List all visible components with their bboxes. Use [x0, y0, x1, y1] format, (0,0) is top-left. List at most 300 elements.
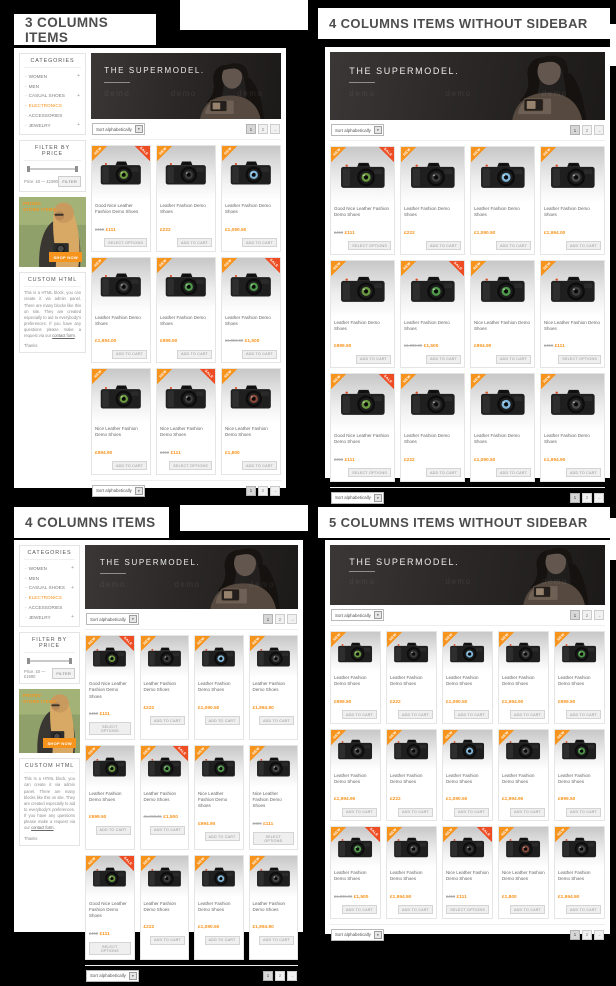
filter-button[interactable]: FILTER [52, 668, 75, 679]
product-title[interactable]: Leather Fashion Demo Shoes [252, 681, 286, 693]
category-label: CASUAL SHOES [28, 93, 65, 99]
add-to-cart-button[interactable]: ADD TO CART [150, 936, 185, 945]
product-image[interactable] [92, 146, 150, 200]
sort-selected-value: Sort alphabetically [335, 127, 371, 133]
custom-text-start: This is a HTML block, you can create it via admin panel. There are many blocks like this on site. They are created especially to aid to everybody's preferences. If you have any questions please make a request via our [24, 290, 81, 339]
product-title[interactable]: Leather Fashion Demo Shoes [160, 314, 206, 326]
product-image[interactable] [541, 147, 604, 203]
price: £111 [170, 450, 181, 456]
product-grid [330, 146, 605, 482]
add-to-cart-button[interactable]: ADD TO CART [96, 826, 131, 835]
product-title[interactable]: Nice Leather Fashion Demo Shoes [446, 870, 489, 882]
product-button-row [443, 708, 492, 721]
product-title[interactable]: Leather Fashion Demo Shoes [558, 772, 591, 784]
product-title[interactable]: Leather Fashion Demo Shoes [502, 772, 535, 784]
badge-label: NEW [196, 636, 206, 646]
promo-banner[interactable] [19, 197, 86, 267]
add-to-cart-button[interactable]: ADD TO CART [150, 826, 185, 835]
shop-header-banner [330, 52, 605, 120]
product-title[interactable]: Leather Fashion Demo Shoes [334, 772, 367, 784]
product-button-row [387, 903, 436, 916]
pagination-page-1[interactable]: 1 [246, 124, 256, 134]
add-to-cart-button[interactable]: ADD TO CART [150, 716, 185, 725]
slider-handle-left[interactable] [27, 658, 30, 664]
price: £994.90 [198, 821, 216, 827]
price: £222 [404, 457, 415, 463]
add-to-cart-button[interactable]: ADD TO CART [205, 716, 240, 725]
shop-now-button[interactable]: SHOP NOW [43, 738, 76, 748]
product-button-row [555, 805, 604, 818]
dropdown-arrow-icon: ▾ [374, 126, 382, 134]
add-to-cart-button[interactable]: ADD TO CART [426, 355, 461, 364]
badge-label: NEW [87, 746, 97, 756]
add-to-cart-button[interactable]: ADD TO CART [112, 350, 147, 359]
product-image[interactable] [250, 746, 298, 788]
add-to-cart-button[interactable]: ADD TO CART [177, 238, 212, 247]
badge-label: NEW [500, 827, 510, 837]
sidebar-item-women[interactable] [24, 71, 81, 81]
add-to-cart-button[interactable]: ADD TO CART [398, 808, 433, 817]
product-title[interactable]: Good Nice Leather Fashion Demo Shoes [334, 433, 390, 445]
product-price-row [443, 689, 492, 708]
product-image[interactable] [443, 632, 492, 672]
product-title[interactable]: Leather Fashion Demo Shoes [404, 433, 450, 445]
product-image[interactable] [499, 730, 548, 770]
product-image[interactable] [443, 730, 492, 770]
product-title[interactable]: Leather Fashion Demo Shoes [95, 314, 141, 326]
pagination-page-2[interactable]: 2 [582, 493, 592, 503]
pagination-next-arrow[interactable]: → [594, 493, 604, 503]
select-options-button[interactable]: SELECT OPTIONS [446, 905, 489, 914]
product-title[interactable]: Leather Fashion Demo Shoes [474, 433, 520, 445]
product-image[interactable] [555, 730, 604, 770]
shop-header-banner [91, 53, 281, 119]
sidebar-item-men[interactable] [24, 573, 75, 582]
sort-select[interactable] [331, 929, 384, 941]
add-to-cart-button[interactable]: ADD TO CART [342, 710, 377, 719]
add-to-cart-button[interactable]: ADD TO CART [242, 461, 277, 470]
product-title[interactable]: Leather Fashion Demo Shoes [89, 790, 122, 803]
product-image[interactable] [250, 636, 298, 678]
custom-html-text [24, 290, 81, 339]
product-title[interactable]: Good Nice Leather Fashion Demo Shoes [89, 900, 127, 919]
pagination-page-2[interactable]: 2 [582, 610, 592, 620]
product-price-row [387, 786, 436, 805]
product-image[interactable] [195, 636, 243, 678]
product-card [498, 729, 549, 822]
product-title[interactable]: Leather Fashion Demo Shoes [390, 772, 423, 784]
camera-slr-green [337, 385, 389, 419]
old-price: £450 [446, 893, 456, 899]
product-title[interactable]: Nice Leather Fashion Demo Shoes [474, 319, 531, 331]
price: £111 [456, 894, 467, 900]
contact-form-link[interactable]: contact form [31, 825, 54, 831]
sort-select[interactable] [92, 485, 145, 497]
product-title[interactable]: Leather Fashion Demo Shoes [225, 314, 271, 326]
pagination-next-arrow[interactable]: → [594, 930, 604, 940]
product-price-row [250, 811, 298, 830]
product-grid [85, 635, 298, 960]
product-image[interactable] [555, 827, 604, 867]
product-image[interactable] [86, 746, 134, 788]
pagination [570, 493, 604, 503]
product-title[interactable]: Nice Leather Fashion Demo Shoes [95, 426, 138, 438]
add-to-cart-button[interactable]: ADD TO CART [205, 832, 240, 841]
add-to-cart-button[interactable]: ADD TO CART [259, 936, 294, 945]
add-to-cart-button[interactable]: ADD TO CART [426, 468, 461, 477]
decor-white-box [180, 0, 308, 30]
add-to-cart-button[interactable]: ADD TO CART [242, 238, 277, 247]
product-price-row [250, 914, 298, 933]
price: £999.50 [558, 797, 576, 803]
sale-badge [119, 636, 134, 651]
select-options-button[interactable]: SELECT OPTIONS [169, 461, 212, 470]
sidebar-item-accessories[interactable] [24, 603, 75, 612]
slider-handle-left[interactable] [27, 166, 30, 172]
product-title[interactable]: Leather Fashion Demo Shoes [502, 675, 535, 687]
product-image[interactable] [387, 632, 436, 672]
product-price-row [86, 921, 134, 940]
camera-dslr-dark [547, 158, 599, 192]
product-button-row [443, 805, 492, 818]
bullet-icon: - [25, 122, 27, 128]
new-badge [555, 827, 570, 842]
price: £222 [160, 227, 171, 233]
promo-banner[interactable] [19, 689, 80, 753]
product-image[interactable] [541, 261, 604, 317]
price: £999.50 [334, 699, 352, 705]
product-price-row [541, 220, 604, 239]
price: £1,090.50 [446, 797, 468, 803]
price: £222 [143, 925, 155, 931]
product-card [194, 635, 244, 740]
pagination-page-1[interactable]: 1 [570, 493, 580, 503]
product-title[interactable]: Leather Fashion Demo Shoes [143, 681, 177, 693]
product-image[interactable] [250, 856, 298, 898]
product-image[interactable] [471, 147, 534, 203]
select-options-button[interactable]: SELECT OPTIONS [104, 238, 147, 247]
add-to-cart-button[interactable]: ADD TO CART [496, 355, 531, 364]
product-title[interactable]: Leather Fashion Demo Shoes [334, 675, 367, 687]
panel-inner [330, 545, 605, 938]
select-options-button[interactable]: SELECT OPTIONS [89, 942, 131, 955]
product-image[interactable] [222, 146, 280, 200]
product-card [442, 826, 493, 919]
product-image[interactable] [541, 374, 604, 430]
sale-badge [173, 746, 188, 761]
add-to-cart-button[interactable]: ADD TO CART [566, 468, 601, 477]
pagination-page-1[interactable]: 1 [570, 125, 580, 135]
select-options-button[interactable]: SELECT OPTIONS [253, 832, 295, 845]
bullet-icon: - [25, 73, 27, 79]
product-image[interactable] [499, 632, 548, 672]
add-to-cart-button[interactable]: ADD TO CART [510, 808, 545, 817]
product-price-row [471, 333, 534, 352]
product-image[interactable] [401, 147, 464, 203]
product-image[interactable] [157, 146, 215, 200]
select-options-button[interactable]: SELECT OPTIONS [89, 722, 131, 735]
product-card [221, 257, 281, 364]
add-to-cart-button[interactable]: ADD TO CART [496, 468, 531, 477]
add-to-cart-button[interactable]: ADD TO CART [112, 461, 147, 470]
sort-select[interactable] [331, 492, 384, 504]
product-title[interactable]: Leather Fashion Demo Shoes [558, 870, 591, 882]
pagination-page-2[interactable]: 2 [275, 971, 285, 981]
pagination [570, 610, 604, 620]
product-image[interactable] [195, 746, 243, 788]
sidebar-item-electronics[interactable] [24, 101, 81, 110]
product-button-row [541, 352, 604, 365]
add-to-cart-button[interactable]: ADD TO CART [510, 905, 545, 914]
product-title[interactable]: Leather Fashion Demo Shoes [558, 675, 591, 687]
sidebar-item-women[interactable] [24, 563, 75, 573]
expand-plus-icon: + [71, 565, 74, 572]
pagination-page-2[interactable]: 2 [258, 486, 268, 496]
pagination-page-2[interactable]: 2 [258, 124, 268, 134]
badge-label: NEW [196, 856, 206, 866]
new-badge [195, 856, 210, 871]
product-title[interactable]: Nice Leather Fashion Demo Shoes [502, 870, 545, 882]
slider-handle-right[interactable] [75, 166, 78, 172]
pagination-page-1[interactable]: 1 [263, 971, 273, 981]
pagination-page-2[interactable]: 2 [582, 930, 592, 940]
product-title[interactable]: Nice Leather Fashion Demo Shoes [544, 319, 601, 331]
camera-dslr-blue [227, 157, 275, 188]
sidebar-item-electronics[interactable] [24, 593, 75, 602]
product-card [330, 146, 395, 255]
product-title[interactable]: Leather Fashion Demo Shoes [334, 870, 367, 882]
sort-select[interactable] [331, 124, 384, 136]
sidebar-item-casual-shoes[interactable] [24, 583, 75, 593]
product-title[interactable]: Nice Leather Fashion Demo Shoes [252, 790, 282, 809]
filter-button[interactable]: FILTER [58, 176, 81, 187]
product-image[interactable] [331, 147, 394, 203]
demo-watermark: demo [249, 579, 276, 589]
shop-header-banner [330, 545, 605, 605]
price-range-slider[interactable] [27, 168, 78, 170]
pagination-page-2[interactable]: 2 [582, 125, 592, 135]
product-title[interactable]: Nice Leather Fashion Demo Shoes [160, 426, 203, 438]
sidebar-item-casual-shoes[interactable] [24, 91, 81, 101]
product-image[interactable] [141, 856, 189, 898]
product-image[interactable] [92, 369, 150, 423]
pagination-next-arrow[interactable]: → [594, 125, 604, 135]
add-to-cart-button[interactable]: ADD TO CART [454, 710, 489, 719]
category-label: JEWELRY [28, 122, 51, 128]
camera-dslr-blue [477, 158, 529, 192]
product-image[interactable] [331, 374, 394, 430]
shop-now-button[interactable]: SHOP NOW [49, 252, 82, 262]
pagination-page-1[interactable]: 1 [246, 486, 256, 496]
product-title[interactable]: Leather Fashion Demo Shoes [390, 870, 423, 882]
add-to-cart-button[interactable]: ADD TO CART [496, 241, 531, 250]
product-image[interactable] [401, 261, 464, 317]
product-image[interactable] [157, 369, 215, 423]
product-title[interactable]: Leather Fashion Demo Shoes [334, 319, 380, 331]
badge-label: NEW [444, 632, 454, 642]
product-title[interactable]: Nice Leather Fashion Demo Shoes [198, 790, 228, 809]
product-title[interactable]: Leather Fashion Demo Shoes [404, 206, 450, 218]
product-title[interactable]: Good Nice Leather Fashion Demo Shoes [89, 681, 127, 699]
add-to-cart-button[interactable]: ADD TO CART [566, 808, 601, 817]
product-card [400, 260, 465, 369]
product-title[interactable]: Leather Fashion Demo Shoes [446, 675, 479, 687]
add-to-cart-button[interactable]: ADD TO CART [205, 936, 240, 945]
sort-select[interactable] [92, 123, 145, 135]
add-to-cart-button[interactable]: ADD TO CART [566, 905, 601, 914]
product-image[interactable] [86, 636, 134, 678]
product-image[interactable] [92, 258, 150, 312]
pagination-page-1[interactable]: 1 [570, 930, 580, 940]
panel-main [91, 53, 281, 494]
product-title[interactable]: Leather Fashion Demo Shoes [198, 681, 231, 693]
add-to-cart-button[interactable]: ADD TO CART [342, 905, 377, 914]
product-title[interactable]: Good Nice Leather Fashion Demo Shoes [95, 203, 139, 215]
new-badge [387, 827, 402, 842]
product-button-row [86, 823, 134, 836]
sort-selected-value: Sort alphabetically [96, 488, 132, 494]
pagination-next-arrow[interactable]: → [594, 610, 604, 620]
add-to-cart-button[interactable]: ADD TO CART [454, 808, 489, 817]
product-title[interactable]: Leather Fashion Demo Shoes [404, 319, 450, 331]
product-button-row [331, 805, 380, 818]
product-title[interactable]: Leather Fashion Demo Shoes [143, 790, 177, 803]
add-to-cart-button[interactable]: ADD TO CART [342, 808, 377, 817]
price-range-slider[interactable] [27, 660, 72, 662]
add-to-cart-button[interactable]: ADD TO CART [566, 241, 601, 250]
old-price: £450 [334, 229, 344, 235]
product-price-row [443, 786, 492, 805]
product-image[interactable] [222, 369, 280, 423]
product-image[interactable] [387, 827, 436, 867]
product-image[interactable] [141, 636, 189, 678]
product-title[interactable]: Leather Fashion Demo Shoes [160, 203, 206, 215]
slider-handle-right[interactable] [69, 658, 72, 664]
add-to-cart-button[interactable]: ADD TO CART [398, 905, 433, 914]
add-to-cart-button[interactable]: ADD TO CART [259, 716, 294, 725]
pagination-next-arrow[interactable]: → [287, 971, 297, 981]
add-to-cart-button[interactable]: ADD TO CART [398, 710, 433, 719]
panel-inner [19, 53, 281, 494]
bullet-icon: - [25, 575, 27, 581]
product-image[interactable] [471, 374, 534, 430]
product-image[interactable] [331, 730, 380, 770]
product-title[interactable]: Leather Fashion Demo Shoes [143, 900, 177, 913]
sort-select[interactable] [86, 613, 139, 625]
price: £222 [390, 797, 401, 803]
product-button-row [157, 459, 215, 472]
add-to-cart-button[interactable]: ADD TO CART [426, 241, 461, 250]
product-price-row [331, 689, 380, 708]
product-button-row [157, 236, 215, 249]
select-options-button[interactable]: SELECT OPTIONS [558, 355, 601, 364]
category-label-wrap [25, 585, 65, 590]
product-title[interactable]: Leather Fashion Demo Shoes [446, 772, 479, 784]
product-image[interactable] [331, 632, 380, 672]
add-to-cart-button[interactable]: ADD TO CART [356, 355, 391, 364]
product-card [221, 145, 281, 252]
add-to-cart-button[interactable]: ADD TO CART [242, 350, 277, 359]
product-title[interactable]: Leather Fashion Demo Shoes [544, 433, 590, 445]
pagination-page-1[interactable]: 1 [570, 610, 580, 620]
categories-widget [19, 53, 86, 135]
product-price-row [541, 447, 604, 466]
sort-select[interactable] [331, 609, 384, 621]
sidebar-item-men[interactable] [24, 81, 81, 90]
pagination-page-2[interactable]: 2 [275, 614, 285, 624]
badge-label: SALE [176, 745, 188, 757]
demo-watermark: demo [170, 88, 197, 98]
select-options-button[interactable]: SELECT OPTIONS [348, 468, 391, 477]
product-title[interactable]: Leather Fashion Demo Shoes [225, 203, 271, 215]
product-button-row [401, 466, 464, 479]
product-title[interactable]: Leather Fashion Demo Shoes [544, 206, 590, 218]
select-options-button[interactable]: SELECT OPTIONS [348, 241, 391, 250]
product-image[interactable] [86, 856, 134, 898]
sort-select[interactable] [86, 970, 139, 982]
brand-underline [349, 571, 375, 572]
product-image[interactable] [331, 827, 380, 867]
decor-white-box [610, 518, 616, 560]
promo-line1: PROMO [23, 693, 42, 699]
sidebar-item-jewelry[interactable] [24, 120, 81, 130]
product-image[interactable] [471, 261, 534, 317]
sale-badge [379, 374, 394, 389]
pagination-page-1[interactable]: 1 [263, 614, 273, 624]
product-image[interactable] [555, 632, 604, 672]
add-to-cart-button[interactable]: ADD TO CART [510, 710, 545, 719]
panel-label-3-columns: 3 COLUMNS ITEMS [14, 14, 156, 45]
product-title[interactable]: Nice Leather Fashion Demo Shoes [225, 426, 268, 438]
product-image[interactable] [401, 374, 464, 430]
product-price-row [141, 914, 189, 933]
product-image[interactable] [387, 730, 436, 770]
product-image[interactable] [157, 258, 215, 312]
add-to-cart-button[interactable]: ADD TO CART [177, 350, 212, 359]
shop-panel-4-columns [14, 540, 303, 979]
product-title[interactable]: Leather Fashion Demo Shoes [252, 900, 286, 913]
product-title[interactable]: Good Nice Leather Fashion Demo Shoes [334, 206, 390, 218]
dropdown-arrow-icon: ▾ [374, 611, 382, 619]
sidebar-item-accessories[interactable] [24, 111, 81, 120]
filter-title: FILTER BY PRICE [24, 145, 81, 161]
product-image[interactable] [443, 827, 492, 867]
category-label: WOMEN [28, 73, 48, 79]
product-image[interactable] [195, 856, 243, 898]
product-title[interactable]: Leather Fashion Demo Shoes [198, 900, 231, 913]
pagination-next-arrow[interactable]: → [270, 124, 280, 134]
pagination-next-arrow[interactable]: → [287, 614, 297, 624]
product-image[interactable] [499, 827, 548, 867]
pagination-next-arrow[interactable]: → [270, 486, 280, 496]
product-image[interactable] [222, 258, 280, 312]
add-to-cart-button[interactable]: ADD TO CART [566, 710, 601, 719]
product-image[interactable] [331, 261, 394, 317]
demo-watermark: demo [237, 88, 264, 98]
product-price-row [141, 804, 189, 823]
custom-html-thanks: Thanks [24, 343, 38, 349]
product-title[interactable]: Leather Fashion Demo Shoes [474, 206, 520, 218]
contact-form-link[interactable]: contact form [52, 333, 75, 339]
product-price-row [331, 220, 394, 239]
sidebar-item-jewelry[interactable] [24, 612, 75, 622]
product-card [442, 631, 493, 724]
product-button-row [471, 466, 534, 479]
product-title[interactable]: Leather Fashion Demo Shoes [390, 675, 423, 687]
badge-label: NEW [158, 146, 168, 156]
product-image[interactable] [141, 746, 189, 788]
sort-toolbar-bottom [330, 924, 605, 945]
